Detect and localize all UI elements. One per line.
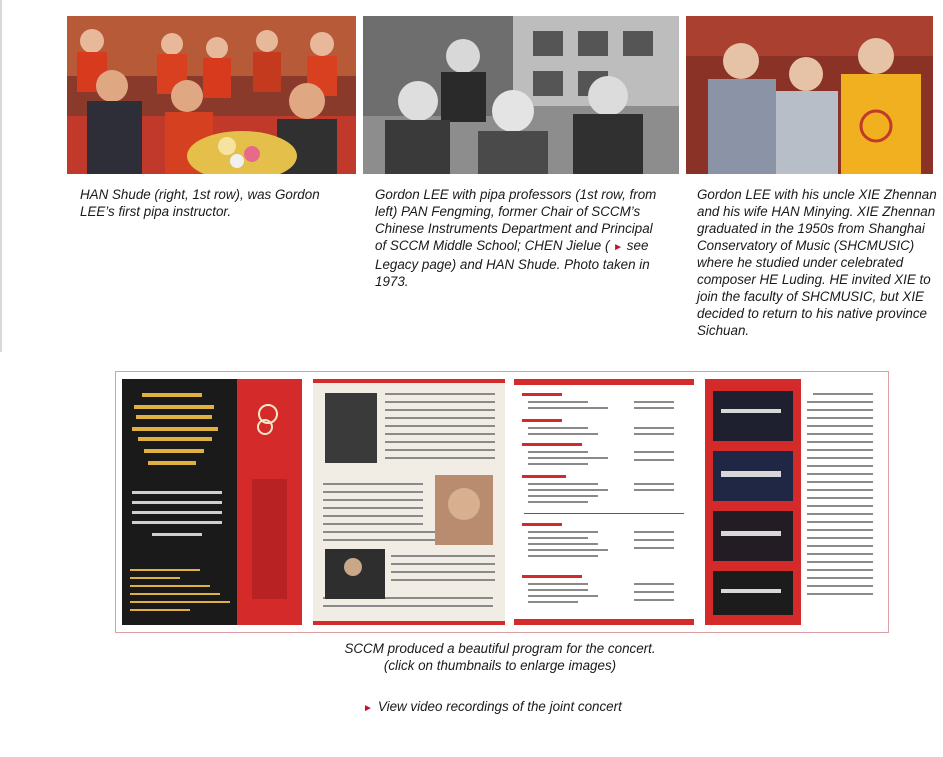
program-thumbnail-repertoire[interactable] [514,379,694,625]
photo-xie-zhennan-han-minying [686,16,933,174]
program-caption-line2: (click on thumbnails to enlarge images) [383,658,617,673]
caption-photo1: HAN Shude (right, 1st row), was Gordon LEE’s first pipa instructor. [80,187,320,219]
triangle-right-icon: ► [363,703,373,714]
caption-photo2 [375,186,665,290]
photo-pipa-professors-1973 [363,16,679,174]
program-thumbnail-cover[interactable] [122,379,302,625]
program-thumbnail-photos[interactable] [705,379,882,625]
photo-han-shude-group [67,16,356,174]
left-divider [0,0,2,352]
triangle-right-icon: ► [613,242,624,253]
caption-photo2-text: Gordon LEE with pipa professors (1st row, from left) PAN Fengming, former Chair of SCCM’s Chinese Instruments Department and Principal of SCCM Middle School; CHEN Jielue ( [375,187,657,253]
caption-photo3: Gordon LEE with his uncle XIE Zhennan and his wife HAN Minying. XIE Zhennan graduated in the 1950s from Shanghai Conservatory of Music (SHCMUSIC) where he studied under celebrated composer HE Luding. HE invited XIE to join the faculty of SHCMUSIC, but XIE decided to return to his native province Sichuan. [697,187,937,338]
legacy-page-link[interactable]: see Legacy page [375,238,649,272]
video-recordings-link-label: View video recordings of the joint concert [377,699,622,714]
video-recordings-link[interactable] [363,699,622,714]
caption-photo2-text-end: ) and HAN Shude. Photo taken in 1973. [375,257,650,289]
program-caption-line1: SCCM produced a beautiful program for the concert. [344,641,656,656]
program-thumbnails-frame [115,371,889,633]
program-thumbnail-profiles[interactable] [313,379,505,625]
program-caption [300,640,700,674]
